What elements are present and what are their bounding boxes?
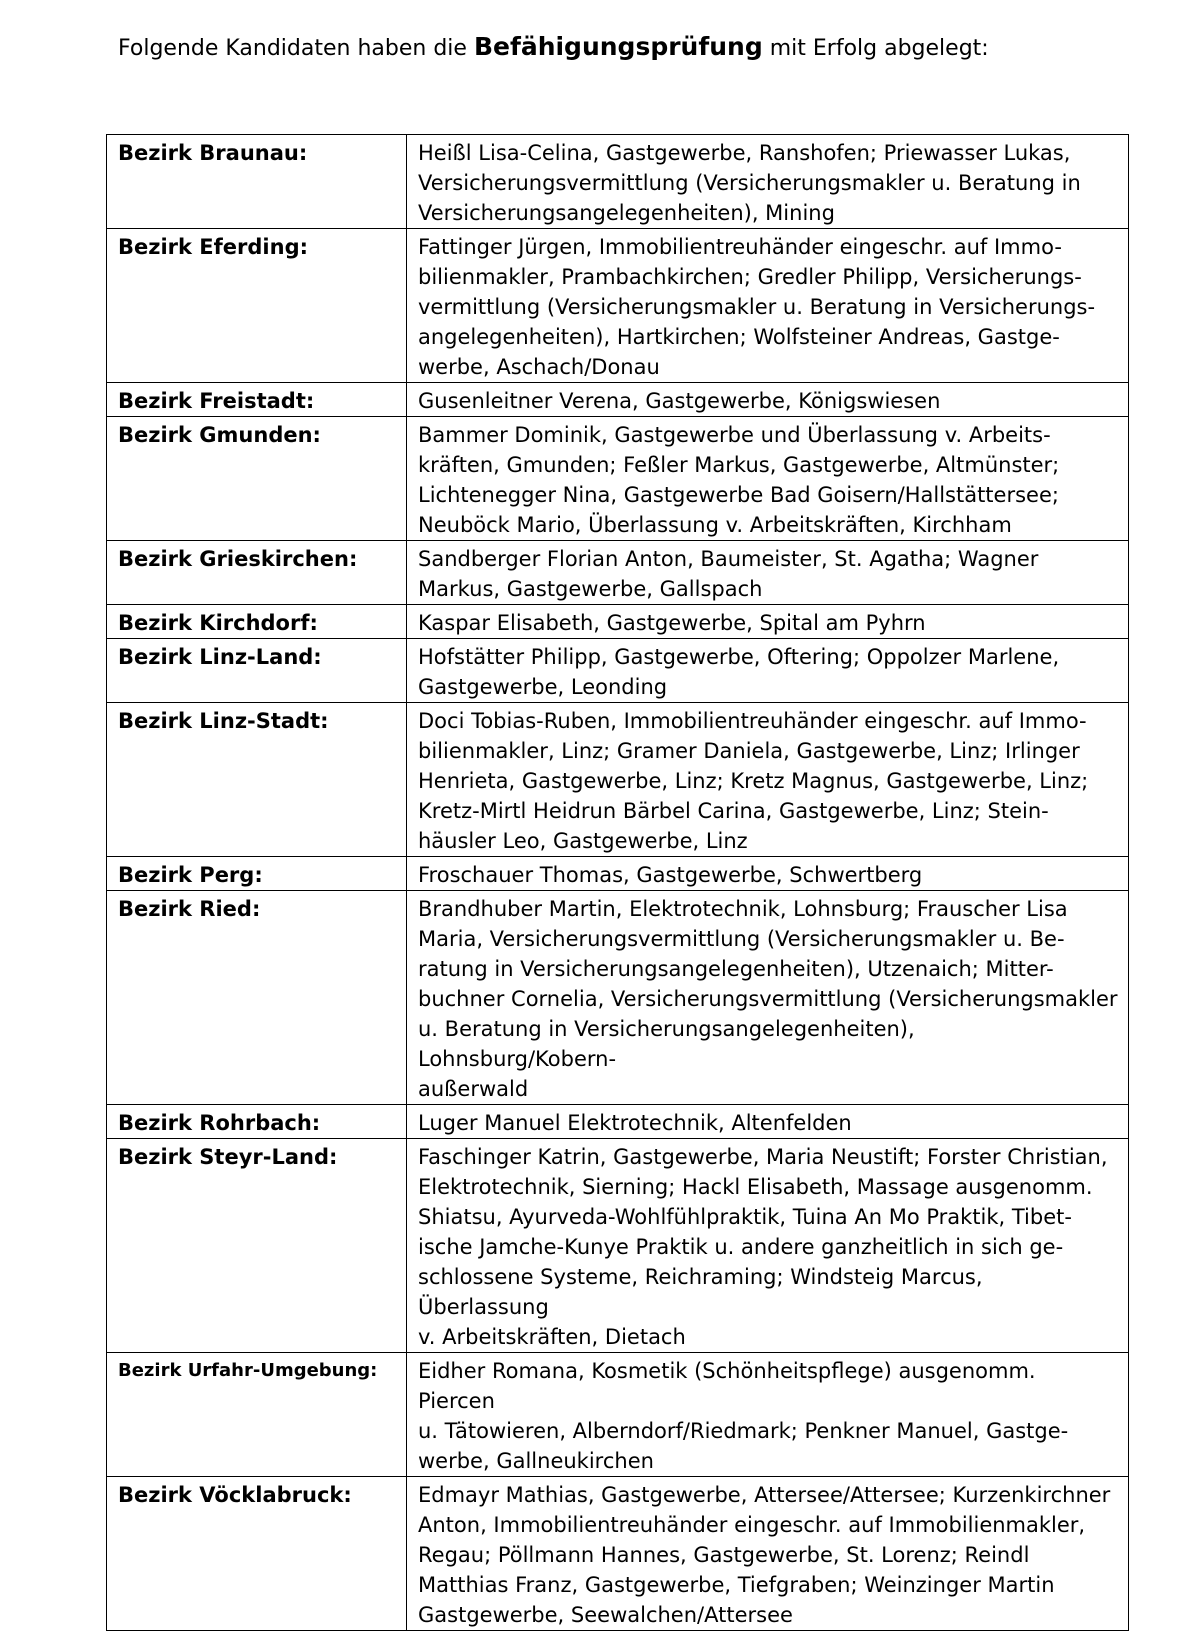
candidates-cell: Faschinger Katrin, Gastgewerbe, Maria Neustift; Forster Christian, Elektrotechnik, Sierning; Hackl Elisabeth, Massage ausgenomm. Shiatsu, Ayurveda-Wohlfühlpraktik, Tuina An Mo Praktik, Tibet- ische Jamche-Kunye Praktik u. andere ganzheitlich in sich ge- schlossene Systeme, Reichraming; Windsteig Marcus, Überlassung v. Arbeitskräften, Dietach — [407, 1139, 1129, 1353]
candidates-cell: Brandhuber Martin, Elektrotechnik, Lohnsburg; Frauscher Lisa Maria, Versicherungsvermittlung (Versicherungsmakler u. Be- ratung in Versicherungsangelegenheiten), Utzenaich; Mitter- buchner Cornelia, Versicherungsvermittlung (Versicherungsmakler u. Beratung in Versicherungsangelegenheiten), Lohnsburg/Kobern- außerwald — [407, 891, 1129, 1105]
district-cell: Bezirk Linz-Stadt: — [107, 703, 407, 857]
table-row — [107, 1477, 1129, 1631]
candidates-cell: Hofstätter Philipp, Gastgewerbe, Oftering; Oppolzer Marlene, Gastgewerbe, Leonding — [407, 639, 1129, 703]
candidates-cell: Eidher Romana, Kosmetik (Schönheitspflege) ausgenomm. Piercen u. Tätowieren, Alberndorf/Riedmark; Penkner Manuel, Gastge- werbe, Gallneukirchen — [407, 1353, 1129, 1477]
intro-text-after: mit Erfolg abgelegt: — [762, 36, 989, 61]
candidates-cell: Bammer Dominik, Gastgewerbe und Überlassung v. Arbeits- kräften, Gmunden; Feßler Markus, Gastgewerbe, Altmünster; Lichtenegger Nina, Gastgewerbe Bad Goisern/Hallstättersee; Neuböck Mario, Überlassung v. Arbeitskräften, Kirchham — [407, 417, 1129, 541]
table-row — [107, 891, 1129, 1105]
district-cell: Bezirk Grieskirchen: — [107, 541, 407, 605]
district-cell: Bezirk Rohrbach: — [107, 1105, 407, 1139]
table-row — [107, 135, 1129, 229]
table-row — [107, 703, 1129, 857]
district-cell: Bezirk Perg: — [107, 857, 407, 891]
district-cell: Bezirk Freistadt: — [107, 383, 407, 417]
results-table — [106, 134, 1129, 1631]
candidates-cell: Doci Tobias-Ruben, Immobilientreuhänder eingeschr. auf Immo- bilienmakler, Linz; Gramer Daniela, Gastgewerbe, Linz; Irlinger Henrieta, Gastgewerbe, Linz; Kretz Magnus, Gastgewerbe, Linz; Kretz-Mirtl Heidrun Bärbel Carina, Gastgewerbe, Linz; Stein- häusler Leo, Gastgewerbe, Linz — [407, 703, 1129, 857]
candidates-cell: Heißl Lisa-Celina, Gastgewerbe, Ranshofen; Priewasser Lukas, Versicherungsvermittlung (Versicherungsmakler u. Beratung in Versicherungsangelegenheiten), Mining — [407, 135, 1129, 229]
candidates-cell: Gusenleitner Verena, Gastgewerbe, Königswiesen — [407, 383, 1129, 417]
table-row — [107, 541, 1129, 605]
intro-text-before: Folgende Kandidaten haben die — [118, 36, 474, 61]
table-row — [107, 605, 1129, 639]
district-cell: Bezirk Urfahr-Umgebung: — [107, 1353, 407, 1477]
district-cell: Bezirk Eferding: — [107, 229, 407, 383]
table-row — [107, 1353, 1129, 1477]
table-row — [107, 383, 1129, 417]
candidates-cell: Froschauer Thomas, Gastgewerbe, Schwertberg — [407, 857, 1129, 891]
table-row — [107, 639, 1129, 703]
district-cell: Bezirk Linz-Land: — [107, 639, 407, 703]
district-cell: Bezirk Kirchdorf: — [107, 605, 407, 639]
candidates-cell: Edmayr Mathias, Gastgewerbe, Attersee/Attersee; Kurzenkirchner Anton, Immobilientreuhänder eingeschr. auf Immobilienmakler, Regau; Pöllmann Hannes, Gastgewerbe, St. Lorenz; Reindl Matthias Franz, Gastgewerbe, Tiefgraben; Weinzinger Martin Gastgewerbe, Seewalchen/Attersee — [407, 1477, 1129, 1631]
table-row — [107, 229, 1129, 383]
district-cell: Bezirk Ried: — [107, 891, 407, 1105]
district-cell: Bezirk Gmunden: — [107, 417, 407, 541]
candidates-cell: Luger Manuel Elektrotechnik, Altenfelden — [407, 1105, 1129, 1139]
table-row — [107, 1105, 1129, 1139]
candidates-cell: Sandberger Florian Anton, Baumeister, St. Agatha; Wagner Markus, Gastgewerbe, Gallspach — [407, 541, 1129, 605]
district-cell: Bezirk Vöcklabruck: — [107, 1477, 407, 1631]
district-cell: Bezirk Braunau: — [107, 135, 407, 229]
table-row — [107, 1139, 1129, 1353]
candidates-cell: Kaspar Elisabeth, Gastgewerbe, Spital am Pyhrn — [407, 605, 1129, 639]
candidates-cell: Fattinger Jürgen, Immobilientreuhänder eingeschr. auf Immo- bilienmakler, Prambachkirchen; Gredler Philipp, Versicherungs- vermittlung (Versicherungsmakler u. Beratung in Versicherungs- angelegenheiten), Hartkirchen; Wolfsteiner Andreas, Gastge- werbe, Aschach/Donau — [407, 229, 1129, 383]
district-cell: Bezirk Steyr-Land: — [107, 1139, 407, 1353]
intro-sentence — [118, 30, 989, 66]
intro-emphasis: Befähigungsprüfung — [473, 32, 763, 61]
table-row — [107, 417, 1129, 541]
table-row — [107, 857, 1129, 891]
